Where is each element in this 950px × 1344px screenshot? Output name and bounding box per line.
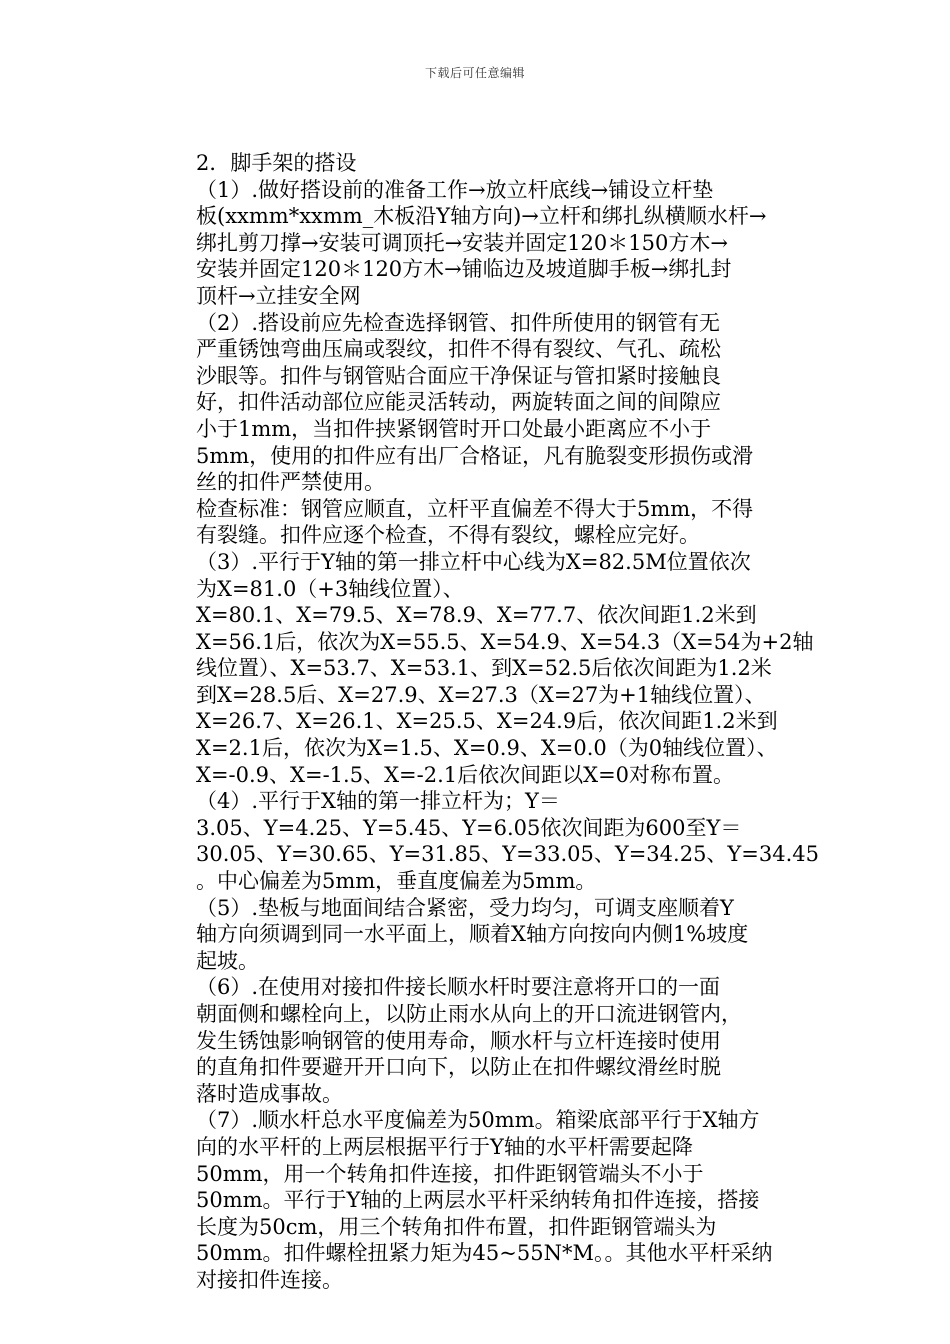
text-line: 轴方向须调到同一水平面上，顺着X轴方向按向内侧1%坡度 [196,922,749,947]
text-line: 50mm，用一个转角扣件连接，扣件距钢管端头不小于 [196,1161,704,1186]
document-body [196,150,820,1294]
text-line: （1）.做好搭设前的准备工作→放立杆底线→铺设立杆垫 [196,177,714,202]
text-line: 为X=81.0（+3轴线位置）、 [196,576,464,601]
text-line: 向的水平杆的上两层根据平行于Y轴的水平杆需要起降 [196,1134,693,1159]
text-line: 到X=28.5后、X=27.9、X=27.3（X=27为+1轴线位置）、 [196,682,766,707]
text-line: 30.05、Y=30.65、Y=31.85、Y=33.05、Y=34.25、Y=34.45 [196,842,820,867]
text-line: 。中心偏差为5mm，垂直度偏差为5mm。 [196,869,597,894]
text-line: 好，扣件活动部位应能灵活转动，两旋转面之间的间隙应 [196,390,721,415]
text-line: 朝面侧和螺栓向上，以防止雨水从向上的开口流进钢管内， [196,1002,742,1026]
text-line: 线位置）、X=53.7、X=53.1、到X=52.5后依次间距为1.2米 [196,656,772,681]
text-line: （4）.平行于X轴的第一排立杆为；Y＝ [196,789,560,814]
text-line: X=2.1后，依次为X=1.5、X=0.9、X=0.0（为0轴线位置）、 [196,736,778,761]
text-line: 对接扣件连接。 [196,1267,343,1292]
text-line: 丝的扣件严禁使用。 [196,470,385,495]
text-line: X=80.1、X=79.5、X=78.9、X=77.7、依次间距1.2米到 [196,603,757,628]
text-line: 严重锈蚀弯曲压扁或裂纹，扣件不得有裂纹、气孔、疏松 [196,337,721,362]
text-line: X=-0.9、X=-1.5、X=-2.1后依次间距以X=0对称布置。 [196,762,735,787]
text-line: 有裂缝。扣件应逐个检查，不得有裂纹，螺栓应完好。 [196,523,700,548]
text-line: 50mm。平行于Y轴的上两层水平杆采纳转角扣件连接，搭接 [196,1188,760,1213]
text-line: 绑扎剪刀撑→安装可调顶托→安装并固定120＊150方木→ [196,230,728,255]
text-line: 3.05、Y=4.25、Y=5.45、Y=6.05依次间距为600至Y＝ [196,815,742,840]
text-line: （7）.顺水杆总水平度偏差为50mm。箱梁底部平行于X轴方 [196,1108,760,1133]
text-line: 长度为50cm，用三个转角扣件布置，扣件距钢管端头为 [196,1214,717,1239]
text-line: 顶杆→立挂安全网 [196,283,361,308]
page-header: 下载后可任意编辑 [424,66,525,80]
text-line: 5mm，使用的扣件应有出厂合格证，凡有脆裂变形损伤或滑 [196,443,754,468]
text-line: （3）.平行于Y轴的第一排立杆中心线为X=82.5M位置依次 [196,549,751,574]
section-heading: 2．脚手架的搭设 [196,151,357,175]
text-line: （2）.搭设前应先检查选择钢管、扣件所使用的钢管有无 [196,310,721,335]
text-line: 安装并固定120＊120方木→铺临边及坡道脚手板→绑扎封 [196,257,732,282]
text-line: X=56.1后，依次为X=55.5、X=54.9、X=54.3（X=54为+2轴 [196,629,814,654]
text-line: 起坡。 [196,948,259,973]
text-line: 50mm。扣件螺栓扭紧力矩为45~55N*M。。其他水平杆采纳 [196,1241,773,1266]
text-line: X=26.7、X=26.1、X=25.5、X=24.9后，依次间距1.2米到 [196,709,778,734]
text-line: 小于1mm，当扣件挟紧钢管时开口处最小距离应不小于 [196,416,712,441]
text-line: 发生锈蚀影响钢管的使用寿命，顺水杆与立杆连接时使用 [196,1028,721,1053]
text-line: 板(xxmm*xxmm_木板沿Y轴方向)→立杆和绑扎纵横顺水杆→ [196,204,767,229]
text-line: （5）.垫板与地面间结合紧密，受力均匀，可调支座顺着Y [196,895,734,920]
text-line: （6）.在使用对接扣件接长顺水杆时要注意将开口的一面 [196,975,721,1000]
text-line: 沙眼等。扣件与钢管贴合面应干净保证与管扣紧时接触良 [196,363,721,388]
text-line: 落时造成事故。 [196,1081,343,1106]
text-line: 检查标准：钢管应顺直，立杆平直偏差不得大于5mm，不得 [196,496,754,521]
text-line: 的直角扣件要避开开口向下，以防止在扣件螺纹滑丝时脱 [196,1055,721,1080]
